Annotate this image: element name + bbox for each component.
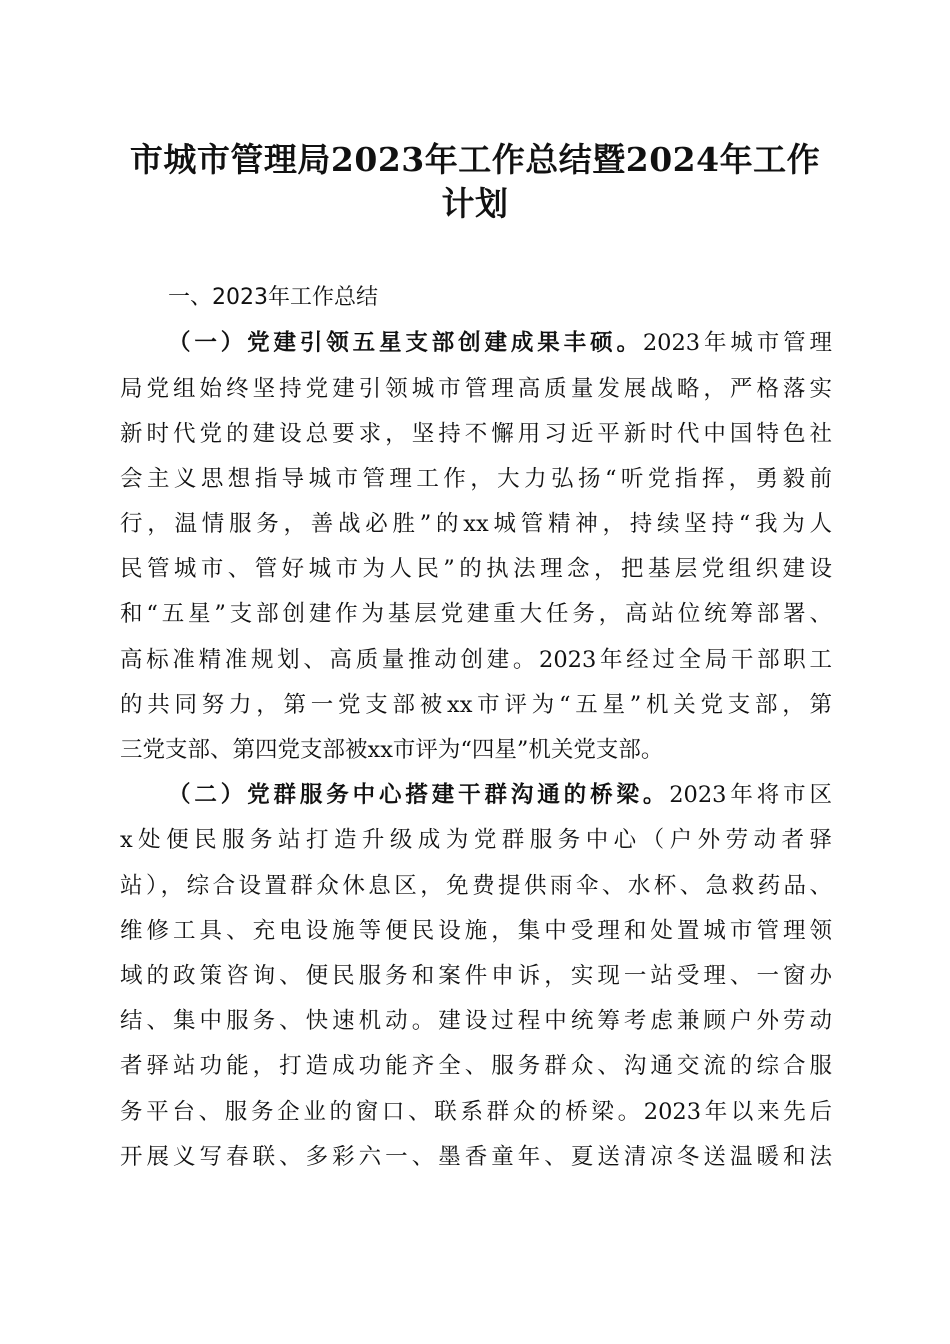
paragraph-line: 结、集中服务、快速机动。建设过程中统筹考虑兼顾户外劳动 — [120, 1008, 832, 1034]
paragraph-line: 站），综合设置群众休息区，免费提供雨伞、水杯、急救药品、 — [120, 873, 832, 899]
paragraph-line: 民管城市、管好城市为人民”的执法理念，把基层党组织建设 — [120, 556, 832, 582]
paragraph-line: 新时代党的建设总要求，坚持不懈用习近平新时代中国特色社 — [120, 421, 832, 447]
paragraph-line: 维修工具、充电设施等便民设施，集中受理和处置城市管理领 — [120, 918, 832, 944]
paragraph-line: 务平台、服务企业的窗口、联系群众的桥梁。2023年以来先后 — [120, 1099, 832, 1125]
paragraph-line: （一）党建引领五星支部创建成果丰硕。2023年城市管理 — [168, 330, 832, 356]
paragraph-line: 和“五星”支部创建作为基层党建重大任务，高站位统筹部署、 — [120, 601, 832, 627]
document-title-line-2: 计划 — [441, 184, 509, 223]
paragraph-line: 开展义写春联、多彩六一、墨香童年、夏送清凉冬送温暖和法 — [120, 1144, 832, 1170]
paragraph-line: 者驿站功能，打造成功能齐全、服务群众、沟通交流的综合服 — [120, 1053, 832, 1079]
paragraph-subheading: （二）党群服务中心搭建干群沟通的桥梁。 — [168, 782, 670, 808]
paragraph-line: x处便民服务站打造升级成为党群服务中心（户外劳动者驿 — [120, 827, 832, 853]
paragraph-line: 高标准精准规划、高质量推动创建。2023年经过全局干部职工 — [120, 647, 832, 673]
paragraph-line: 域的政策咨询、便民服务和案件申诉，实现一站受理、一窗办 — [120, 963, 832, 989]
paragraph-line: 局党组始终坚持党建引领城市管理高质量发展战略，严格落实 — [120, 376, 832, 402]
document-title-line-1: 市城市管理局2023年工作总结暨2024年工作 — [129, 140, 821, 179]
paragraph-line: 三党支部、第四党支部被xx市评为“四星”机关党支部。 — [120, 737, 664, 763]
paragraph-line: 行，温情服务，善战必胜”的xx城管精神，持续坚持“我为人 — [120, 511, 832, 537]
paragraph-line: 的共同努力，第一党支部被xx市评为“五星”机关党支部，第 — [120, 692, 832, 718]
paragraph-line: 会主义思想指导城市管理工作，大力弘扬“听党指挥，勇毅前 — [120, 466, 832, 492]
paragraph-subheading: （一）党建引领五星支部创建成果丰硕。 — [168, 330, 643, 356]
section-heading: 一、2023年工作总结 — [168, 285, 378, 310]
paragraph-line: （二）党群服务中心搭建干群沟通的桥梁。2023年将市区 — [168, 782, 832, 808]
